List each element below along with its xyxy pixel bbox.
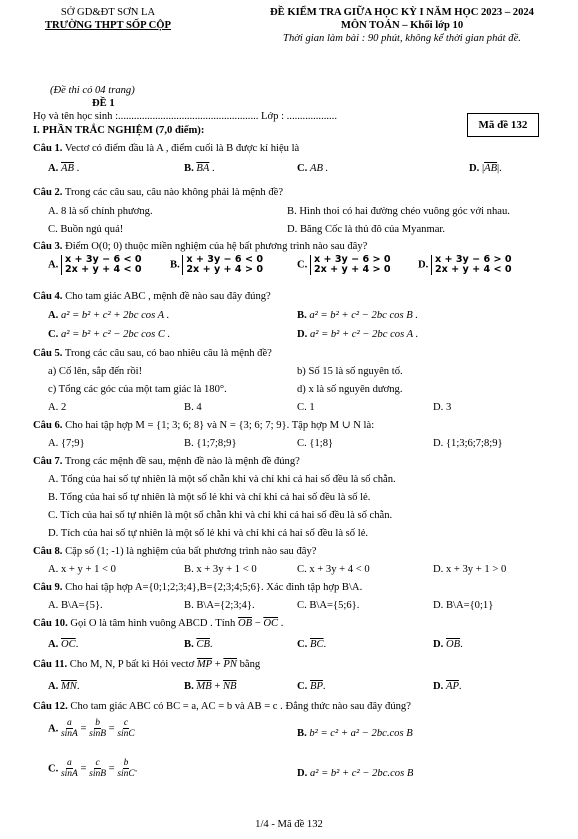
exam-version: ĐỀ 1	[92, 98, 115, 109]
department: SỞ GD&ĐT SƠN LA	[60, 7, 156, 18]
q8-option-a: A. x + y + 1 < 0	[48, 564, 116, 575]
question-7: Câu 7. Trong các mệnh đề sau, mệnh đề nào là mệnh đề đúng?	[33, 456, 300, 467]
q9-option-c: C. B\A={5;6}.	[297, 600, 360, 611]
question-8: Câu 8. Cặp số (1; -1) là nghiệm của bất phương trình nào sau đây?	[33, 546, 317, 557]
exam-time: Thời gian làm bài : 90 phút, không kể thời gian phát đề.	[283, 33, 521, 45]
q6-option-d: D. {1;3;6;7;8;9}	[433, 438, 503, 449]
q11-option-a: A. $\overline{MN}$.	[48, 681, 80, 692]
q3-option-d: D. x + 3y − 6 > 0 2x + y + 4 < 0	[418, 254, 512, 276]
q2-option-b: B. Hình thoi có hai đường chéo vuông góc với nhau.	[287, 206, 510, 217]
q12-option-b: B. b² = c² + a² − 2bc.cos B	[297, 728, 413, 739]
q1-option-d: D. $|\overline{AB}|$.	[469, 163, 502, 174]
question-11: Câu 11. Cho M, N, P bất kì Hỏi vectơ $\overline{MP} + \overline{PN}$ bằng	[33, 659, 261, 670]
q8-option-b: B. x + 3y + 1 < 0	[184, 564, 257, 575]
page-footer: 1/4 - Mã đề 132	[255, 819, 323, 830]
q8-option-c: C. x + 3y + 4 < 0	[297, 564, 370, 575]
question-12: Câu 12. Cho tam giác ABC có BC = a, AC = b và AB = c . Đẳng thức nào sau đây đúng?	[33, 701, 411, 712]
q11-option-b: B. $\overline{MB} + \overline{NB}$	[184, 681, 237, 692]
exam-title: ĐỀ KIỂM TRA GIỮA HỌC KỲ I NĂM HỌC 2023 – 2024	[270, 7, 534, 18]
q3-option-c: C. x + 3y − 6 > 0 2x + y + 4 > 0	[297, 254, 391, 276]
q6-option-c: C. {1;8}	[297, 438, 334, 449]
header-left	[8, 6, 208, 32]
question-4: Câu 4. Cho tam giác ABC , mệnh đề nào sau đây đúng?	[33, 291, 271, 302]
q5-option-d: D. 3	[433, 402, 452, 413]
pages-note: (Đề thi có 04 trang)	[50, 85, 135, 96]
q1-option-a: A. $\overline{AB}$ .	[48, 163, 80, 174]
q4-option-a: A. a² = b² + c² + 2bc cos A .	[48, 310, 170, 321]
question-3: Câu 3. Điểm O(0; 0) thuộc miền nghiệm của hệ bất phương trình nào sau đây?	[33, 241, 368, 252]
question-10: Câu 10. Gọi O là tâm hình vuông ABCD . Tính $\overline{OB} - \overline{OC}$ .	[33, 618, 284, 629]
q5-option-c: C. 1	[297, 402, 315, 413]
q10-option-d: D. $\overline{OB}$.	[433, 639, 463, 650]
q7-option-c: C. Tích của hai số tự nhiên là một số chẵn khi và chỉ khi cả hai số đều là số chẵn.	[48, 510, 393, 521]
q5-option-a: A. 2	[48, 402, 67, 413]
q5-option-b: B. 4	[184, 402, 202, 413]
header-right	[232, 6, 572, 46]
q3-option-a: A. x + 3y − 6 < 0 2x + y + 4 < 0	[48, 254, 142, 276]
q9-option-b: B. B\A={2;3;4}.	[184, 600, 255, 611]
q2-option-c: C. Buồn ngủ quá!	[48, 224, 124, 235]
q7-option-a: A. Tổng của hai số tự nhiên là một số chẵn khi và chỉ khi cả hai số đều là số chẵn.	[48, 474, 396, 485]
question-2: Câu 2. Trong các câu sau, câu nào không phải là mệnh đề?	[33, 187, 284, 198]
q4-option-c: C. a² = b² + c² − 2bc cos C .	[48, 329, 171, 340]
q7-option-b: B. Tổng của hai số tự nhiên là một số lẻ khi và chỉ khi cả hai số đều là số lẻ.	[48, 492, 371, 503]
exam-code-box: Mã đề 132	[467, 113, 539, 137]
question-9: Câu 9. Cho hai tập hợp A={0;1;2;3;4},B={2;3;4;5;6}. Xác đinh tập hợp B\A.	[33, 582, 363, 593]
q10-option-c: C. $\overline{BC}$.	[297, 639, 327, 650]
q1-option-c: C. AB .	[297, 163, 329, 174]
student-info-line: Họ và tên học sinh :..................................................... Lớp : ...................	[33, 111, 337, 122]
q2-option-a: A. 8 là số chính phương.	[48, 206, 153, 217]
q4-option-b: B. a² = b² + c² − 2bc cos B .	[297, 310, 419, 321]
q10-option-a: A. $\overline{OC}$.	[48, 639, 79, 650]
q5-statement-c: c) Tổng các góc của một tam giác là 180°.	[48, 384, 227, 395]
school-name: TRƯỜNG THPT SỐP CỘP	[44, 20, 172, 32]
q9-option-a: A. B\A={5}.	[48, 600, 103, 611]
q5-statement-b: b) Số 15 là số nguyên tố.	[297, 366, 403, 377]
q10-option-b: B. $\overline{CB}$.	[184, 639, 213, 650]
q8-option-d: D. x + 3y + 1 > 0	[433, 564, 507, 575]
q12-option-c: C. $\frac{a}{\sin A}$ = $\frac{c}{\sin B}$ = $\frac{b}{\sin C}$ .	[48, 758, 138, 780]
section-title: I. PHẦN TRẮC NGHIỆM (7,0 điểm):	[33, 125, 205, 136]
q9-option-d: D. B\A={0;1}	[433, 600, 494, 611]
q4-option-d: D. a² = b² + c² − 2bc cos A .	[297, 329, 419, 340]
q6-option-a: A. {7;9}	[48, 438, 85, 449]
q11-option-d: D. $\overline{AP}$.	[433, 681, 462, 692]
q2-option-d: D. Băng Cốc là thủ đô của Myanmar.	[287, 224, 445, 235]
q5-statement-d: d) x là số nguyên dương.	[297, 384, 403, 395]
q1-option-b: B. $\overline{BA}$ .	[184, 163, 215, 174]
question-1: Câu 1. Vectơ có điểm đầu là A , điểm cuối là B được kí hiệu là	[33, 143, 300, 154]
q3-option-b: B. x + 3y − 6 < 0 2x + y + 4 > 0	[170, 254, 263, 276]
q6-option-b: B. {1;7;8;9}	[184, 438, 237, 449]
q12-option-d: D. a² = b² + c² − 2bc.cos B	[297, 768, 414, 779]
q11-option-c: C. $\overline{BP}$.	[297, 681, 326, 692]
q7-option-d: D. Tích của hai số tự nhiên là một số lẻ khi và chỉ khi cả hai số đều là số lẻ.	[48, 528, 369, 539]
question-6: Câu 6. Cho hai tập hợp M = {1; 3; 6; 8} và N = {3; 6; 7; 9}. Tập hợp M ∪ N là:	[33, 420, 375, 431]
question-5: Câu 5. Trong các câu sau, có bao nhiêu câu là mệnh đề?	[33, 348, 272, 359]
subject: MÔN TOÁN – Khối lớp 10	[340, 20, 464, 32]
q12-option-a: A. $\frac{a}{\sin A}$ = $\frac{b}{\sin B}$ = $\frac{c}{\sin C}$	[48, 718, 135, 740]
q5-statement-a: a) Cố lên, sắp đến rồi!	[48, 366, 143, 377]
